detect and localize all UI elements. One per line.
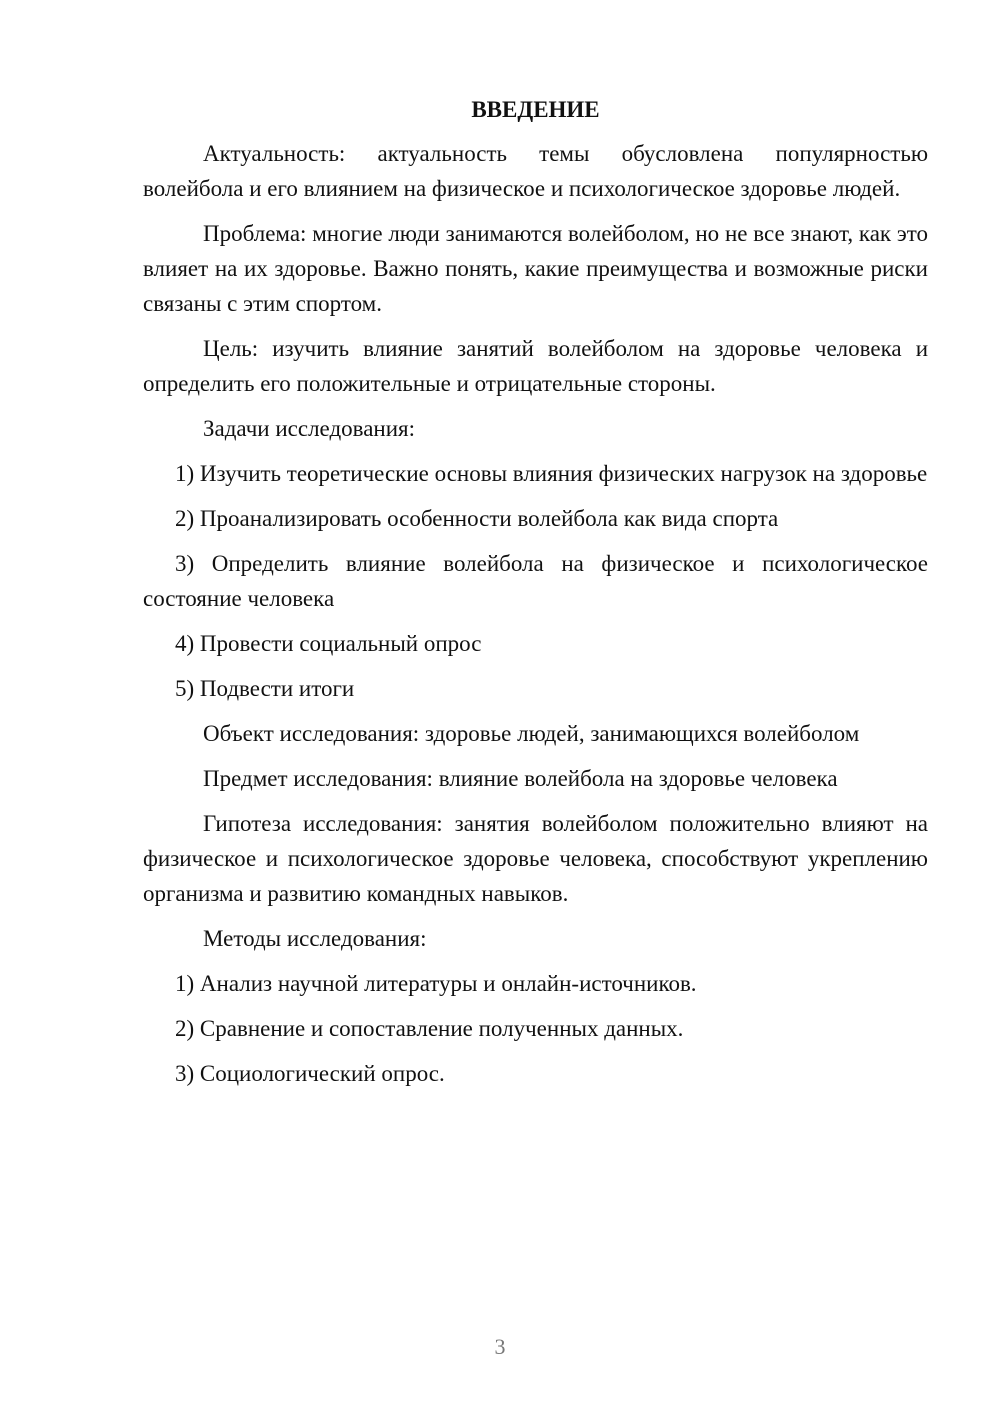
- task-item-5: 5) Подвести итоги: [175, 676, 355, 701]
- task-item-2: 2) Проанализировать особенности волейбола как вида спорта: [175, 506, 779, 531]
- methods-title: Методы исследования:: [203, 926, 427, 951]
- hypothesis-paragraph: Гипотеза исследования: занятия волейболом положительно влияют на физическое и психологическое здоровье человека, способствуют укреплению организма и развитию командных навыков.: [143, 811, 928, 906]
- method-item-3: 3) Социологический опрос.: [175, 1061, 445, 1086]
- problem-paragraph: Проблема: многие люди занимаются волейболом, но не все знают, как это влияет на их здоровье. Важно понять, какие преимущества и возможные риски связаны с этим спортом.: [143, 221, 928, 316]
- task-item-3: 3) Определить влияние волейбола на физическое и психологическое состояние человека: [143, 551, 928, 611]
- page-number: 3: [494, 1334, 506, 1359]
- tasks-title: Задачи исследования:: [203, 416, 416, 441]
- task-item-4: 4) Провести социальный опрос: [175, 631, 482, 656]
- page-content: [143, 92, 928, 1101]
- goal-paragraph: Цель: изучить влияние занятий волейболом на здоровье человека и определить его положительные и отрицательные стороны.: [143, 336, 928, 396]
- method-item-1: 1) Анализ научной литературы и онлайн-источников.: [175, 971, 697, 996]
- task-item-1: 1) Изучить теоретические основы влияния физических нагрузок на здоровье: [175, 461, 928, 486]
- method-item-2: 2) Сравнение и сопоставление полученных данных.: [175, 1016, 684, 1041]
- relevance-paragraph: Актуальность: актуальность темы обусловлена популярностью волейбола и его влиянием на физическое и психологическое здоровье людей.: [143, 141, 928, 201]
- section-heading: ВВЕДЕНИЕ: [471, 97, 600, 122]
- object-paragraph: Объект исследования: здоровье людей, занимающихся волейболом: [203, 721, 860, 746]
- subject-paragraph: Предмет исследования: влияние волейбола на здоровье человека: [203, 766, 838, 791]
